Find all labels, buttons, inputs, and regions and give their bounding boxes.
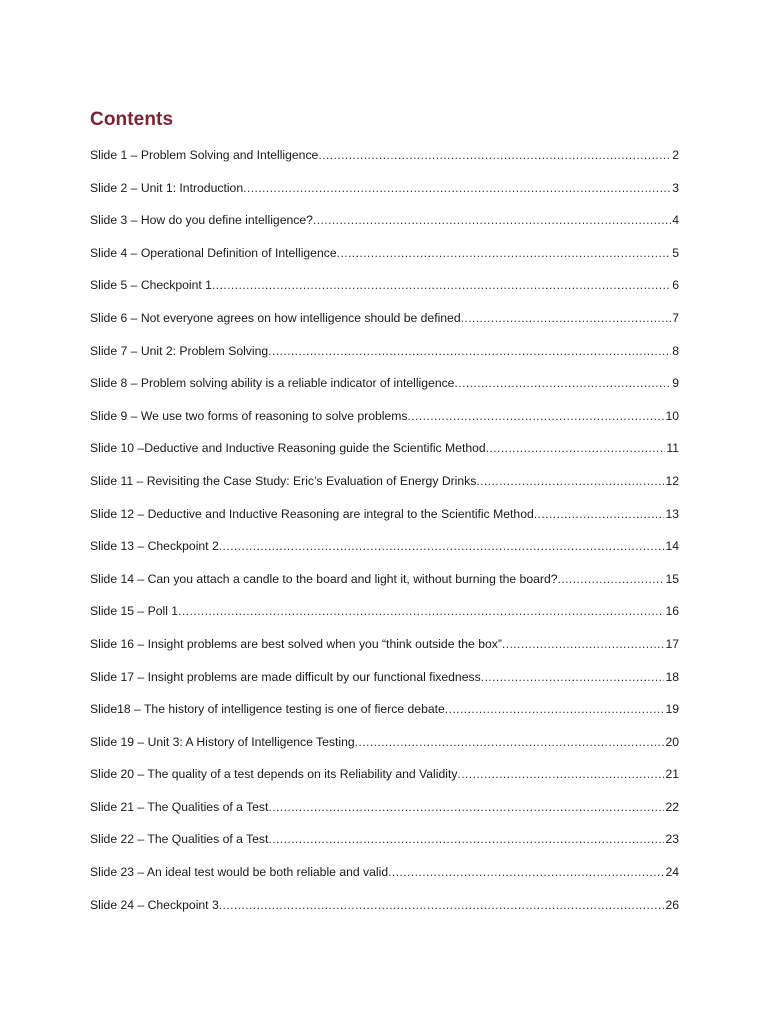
toc-entry-title: Slide 1 – Problem Solving and Intelligence — [90, 148, 319, 162]
toc-entry[interactable] — [90, 211, 679, 244]
toc-entry[interactable] — [90, 570, 679, 603]
toc-dot-leader — [337, 244, 672, 263]
toc-entry[interactable] — [90, 896, 679, 929]
toc-entry[interactable] — [90, 602, 679, 635]
toc-page-number: 5 — [672, 245, 679, 260]
toc-entry-title: Slide 12 – Deductive and Inductive Reasoning are integral to the Scientific Method — [90, 506, 534, 521]
toc-dot-leader — [243, 179, 671, 198]
toc-entry-title: Slide 23 – An ideal test would be both reliable and valid — [90, 865, 389, 880]
toc-entry[interactable] — [90, 505, 679, 538]
toc-entry[interactable] — [90, 374, 679, 407]
toc-page-number: 10 — [665, 408, 679, 423]
toc-entry[interactable] — [90, 798, 679, 831]
toc-dot-leader — [407, 407, 664, 426]
page-title: Contents — [90, 109, 174, 130]
toc-entry[interactable] — [90, 179, 679, 212]
toc-page-number: 26 — [665, 897, 679, 912]
toc-entry-title: Slide 7 – Unit 2: Problem Solving — [90, 343, 269, 358]
toc-entry-title: Slide 21 – The Qualities of a Test — [90, 799, 269, 814]
toc-page-number: 24 — [665, 865, 679, 880]
toc-dot-leader — [268, 798, 664, 817]
toc-dot-leader — [268, 342, 671, 361]
toc-entry[interactable] — [90, 244, 679, 277]
toc-page-number: 18 — [665, 669, 679, 684]
toc-entry-title: Slide 24 – Checkpoint 3 — [90, 897, 219, 912]
toc-dot-leader — [388, 863, 664, 882]
toc-entry[interactable] — [90, 276, 679, 309]
toc-entry-title: Slide 9 – We use two forms of reasoning to solve problems — [90, 408, 408, 423]
toc-dot-leader — [445, 700, 665, 719]
toc-entry[interactable] — [90, 342, 679, 375]
toc-page-number: 7 — [672, 310, 679, 325]
toc-entry-title: Slide 19 – Unit 3: A History of Intelligence Testing — [90, 734, 355, 749]
toc-page-number: 22 — [665, 799, 679, 814]
toc-dot-leader — [558, 570, 665, 589]
toc-entry[interactable] — [90, 863, 679, 896]
toc-entry-title: Slide 11 – Revisiting the Case Study: Eric’s Evaluation of Energy Drinks — [90, 473, 477, 488]
toc-entry[interactable] — [90, 146, 679, 179]
toc-dot-leader — [534, 505, 665, 524]
toc-entry[interactable] — [90, 472, 679, 505]
toc-entry[interactable] — [90, 439, 679, 472]
toc-page-number: 23 — [665, 832, 679, 847]
toc-dot-leader — [476, 472, 664, 491]
toc-dot-leader — [313, 211, 671, 230]
toc-page-number: 17 — [665, 636, 679, 651]
toc-page-number: 15 — [665, 571, 679, 586]
toc-entry-title: Slide 8 – Problem solving ability is a reliable indicator of intelligence — [90, 376, 455, 391]
toc-dot-leader — [454, 374, 671, 393]
toc-dot-leader — [178, 602, 664, 621]
toc-entry-title: Slide 6 – Not everyone agrees on how intelligence should be defined — [90, 310, 461, 325]
toc-entry-title: Slide 4 – Operational Definition of Intelligence — [90, 245, 337, 260]
toc-page-number: 9 — [672, 376, 679, 391]
toc-entry[interactable] — [90, 668, 679, 701]
toc-dot-leader — [457, 765, 664, 784]
toc-page-number: 21 — [665, 767, 679, 782]
toc-page-number: 13 — [665, 506, 679, 521]
toc-page-number: 12 — [665, 473, 679, 488]
toc-dot-leader — [461, 309, 672, 328]
toc-entry-title: Slide 13 – Checkpoint 2 — [90, 539, 219, 554]
toc-dot-leader — [502, 635, 665, 654]
toc-entry[interactable] — [90, 733, 679, 766]
toc-page-number: 2 — [672, 148, 679, 162]
toc-dot-leader — [219, 896, 665, 915]
toc-page-number: 16 — [665, 604, 679, 619]
toc-entry[interactable] — [90, 309, 679, 342]
toc-page-number: 11 — [666, 441, 679, 456]
toc-dot-leader — [212, 276, 671, 295]
toc-entry[interactable] — [90, 830, 679, 863]
toc-entry-title: Slide 17 – Insight problems are made difficult by our functional fixedness — [90, 669, 481, 684]
toc-dot-leader — [355, 733, 665, 752]
table-of-contents — [90, 146, 679, 928]
toc-page-number: 6 — [672, 278, 679, 293]
toc-page-number: 3 — [672, 180, 679, 195]
toc-entry-title: Slide 3 – How do you define intelligence? — [90, 213, 313, 228]
toc-dot-leader — [486, 439, 666, 458]
toc-page-number: 19 — [665, 702, 679, 717]
toc-entry-title: Slide 15 – Poll 1 — [90, 604, 179, 619]
toc-entry[interactable] — [90, 700, 679, 733]
toc-page-number: 4 — [672, 213, 679, 228]
toc-page-number: 20 — [665, 734, 679, 749]
toc-entry-title: Slide 2 – Unit 1: Introduction — [90, 180, 244, 195]
toc-dot-leader — [268, 830, 664, 849]
toc-page-number: 8 — [672, 343, 679, 358]
toc-entry[interactable] — [90, 635, 679, 668]
toc-entry-title: Slide 10 –Deductive and Inductive Reasoning guide the Scientific Method — [90, 441, 486, 456]
toc-entry-title: Slide 22 – The Qualities of a Test — [90, 832, 269, 847]
toc-dot-leader — [219, 537, 665, 556]
toc-entry-title: Slide 14 – Can you attach a candle to the board and light it, without burning the board? — [90, 571, 558, 586]
toc-entry-title: Slide 20 – The quality of a test depends on its Reliability and Validity — [90, 767, 458, 782]
toc-entry[interactable] — [90, 537, 679, 570]
toc-dot-leader — [318, 146, 671, 165]
toc-entry-title: Slide 16 – Insight problems are best solved when you “think outside the box” — [90, 636, 502, 651]
toc-entry[interactable] — [90, 407, 679, 440]
toc-entry[interactable] — [90, 765, 679, 798]
toc-entry-title: Slide18 – The history of intelligence testing is one of fierce debate — [90, 702, 445, 717]
toc-entry-title: Slide 5 – Checkpoint 1 — [90, 278, 212, 293]
toc-page-number: 14 — [665, 539, 679, 554]
toc-dot-leader — [481, 668, 665, 687]
